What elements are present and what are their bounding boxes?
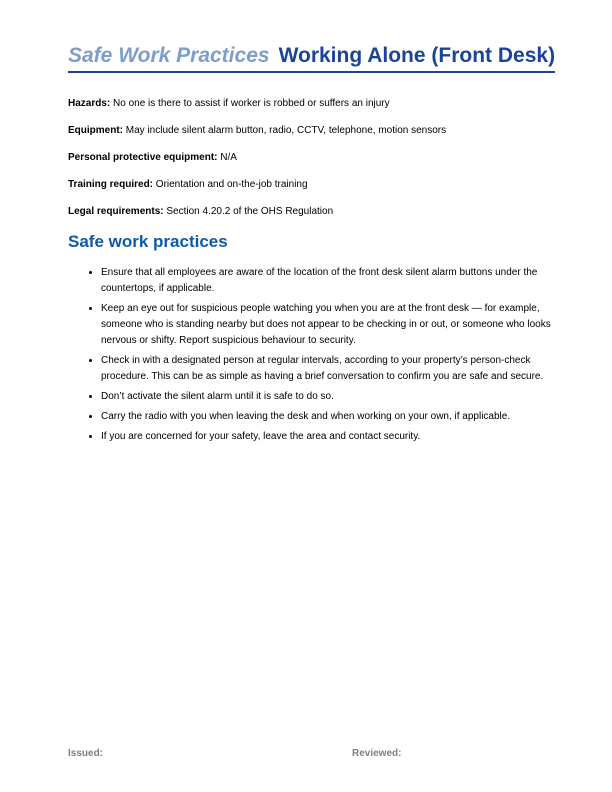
issued-label: Issued: — [68, 748, 104, 759]
field-value: N/A — [217, 152, 237, 163]
field-label: Personal protective equipment: — [68, 152, 218, 163]
section-heading: Safe work practices — [68, 232, 228, 251]
list-item: • Ensure that all employees are aware of the location of the front desk silent alarm buttons under the countertops, if applicable. — [101, 265, 568, 297]
title-series: Safe Work Practices — [68, 44, 270, 67]
field-row-equipment — [68, 124, 568, 137]
list-item: • Carry the radio with you when leaving the desk and when working on your own, if applicable. — [101, 409, 568, 425]
practices-list — [68, 265, 568, 445]
field-row-ppe — [68, 151, 568, 164]
field-row-hazards — [68, 97, 568, 110]
field-label: Hazards: — [68, 98, 111, 109]
title-topic: Working Alone (Front Desk) — [278, 44, 556, 67]
list-item: • Keep an eye out for suspicious people watching you when you are at the front desk — for example, someone who is standing nearby but does not appear to be checking in or out, or someone who looks nervous or shifty. Report suspicious behaviour to security. — [101, 301, 568, 349]
list-item: • If you are concerned for your safety, leave the area and contact security. — [101, 429, 568, 445]
field-value: May include silent alarm button, radio, CCTV, telephone, motion sensors — [123, 125, 447, 136]
field-row-legal — [68, 205, 568, 218]
field-value: No one is there to assist if worker is robbed or suffers an injury — [110, 98, 390, 109]
field-label: Legal requirements: — [68, 206, 164, 217]
field-label: Training required: — [68, 179, 154, 190]
list-item: • Don’t activate the silent alarm until it is safe to do so. — [101, 389, 568, 405]
document-content — [68, 44, 568, 449]
reviewed-label: Reviewed: — [352, 748, 402, 759]
field-value: Section 4.20.2 of the OHS Regulation — [163, 206, 334, 217]
summary-fields — [68, 97, 568, 218]
field-row-training — [68, 178, 568, 191]
list-item: • Check in with a designated person at regular intervals, according to your property’s person-check procedure. This can be as simple as having a brief conversation to confirm you are safe and secure. — [101, 353, 568, 385]
field-value: Orientation and on-the-job training — [153, 179, 308, 190]
field-label: Equipment: — [68, 125, 123, 136]
document-title — [68, 44, 555, 73]
